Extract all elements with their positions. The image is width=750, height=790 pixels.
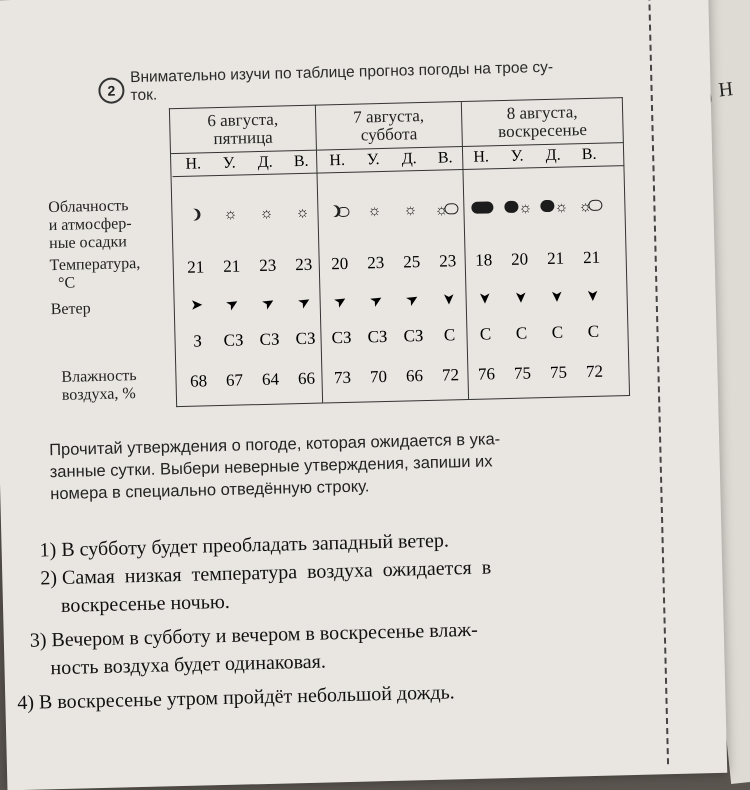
temperature-cell: 25	[402, 252, 421, 272]
wind-arrow-row	[178, 284, 678, 315]
sun-icon: ☼	[259, 205, 274, 223]
label-cloud-line-2: и атмосфер-	[48, 215, 132, 235]
sun-icon: ☼	[295, 204, 310, 222]
table-data-grid	[171, 0, 646, 596]
day-2-date: 7 августа,	[353, 105, 425, 127]
wind-cell: С	[443, 325, 456, 345]
temperature-cell: 18	[474, 250, 493, 270]
label-cloudiness	[48, 197, 132, 253]
humidity-cell: 72	[585, 361, 604, 382]
sun-icon: ☼	[367, 203, 382, 220]
humidity-cell: 68	[189, 371, 208, 391]
wind-cell: С	[479, 324, 492, 344]
humidity-cell: 66	[297, 368, 316, 389]
part-cell: У.	[366, 151, 380, 169]
statement-1: 1) В субботу будет преобладать западный ветер.	[39, 529, 450, 562]
humidity-cell: 75	[549, 362, 568, 382]
label-hum-line-1: Влажность	[61, 367, 137, 386]
temperature-cell: 21	[187, 257, 205, 277]
arrow-south-icon: ➤	[439, 292, 457, 306]
wind-cell: С	[551, 322, 564, 342]
arrow-southeast-icon: ➤	[403, 290, 423, 311]
humidity-cell: 73	[333, 367, 352, 388]
part-cell: Н.	[329, 151, 346, 170]
day-2-weekday: суббота	[360, 124, 418, 145]
instruction-line-1: Прочитай утверждения о погоде, которая ожидается в ука-	[48, 430, 501, 460]
instruction-line-2: занные сутки. Выбери неверные утверждения, запиши их	[49, 452, 493, 482]
arrow-southeast-icon: ➤	[295, 292, 315, 313]
part-cell: Н.	[185, 155, 202, 173]
day-3-weekday: воскресенье	[497, 119, 588, 142]
part-cell: Д.	[545, 146, 561, 165]
sun-cloud-icon: ☼	[428, 201, 464, 220]
sun-icon: ☼	[403, 202, 418, 219]
wind-cell: З	[193, 331, 203, 351]
part-cell: Д.	[401, 150, 417, 168]
statement-2-cont: воскресенье ночью.	[60, 590, 231, 617]
arrow-south-icon: ➤	[583, 288, 601, 302]
sun-icon: ☼	[223, 206, 238, 223]
humidity-cell: 67	[225, 370, 244, 390]
arrow-southeast-icon: ➤	[259, 293, 279, 314]
humidity-row	[180, 360, 680, 392]
temperature-cell: 20	[330, 253, 349, 274]
part-cell: У.	[222, 154, 236, 172]
wind-cell: СЗ	[403, 326, 424, 346]
humidity-cell: 66	[405, 366, 424, 386]
label-hum-line-2: воздуха, %	[61, 385, 136, 404]
moon-icon	[176, 207, 212, 226]
day-3-date: 8 августа,	[506, 102, 578, 123]
moon-cloud-icon	[320, 204, 356, 223]
part-cell: Н.	[473, 148, 490, 166]
temperature-row	[178, 246, 678, 278]
temperature-cell: 20	[510, 249, 529, 269]
label-wind: Ветер	[50, 300, 91, 319]
arrow-south-icon: ➤	[475, 291, 493, 305]
label-temperature	[49, 255, 140, 293]
part-cell: Д.	[257, 153, 273, 172]
humidity-cell: 75	[513, 363, 532, 383]
humidity-cell: 70	[369, 366, 388, 387]
part-cell: В.	[437, 149, 453, 167]
sun-cloud-icon: ☼	[572, 197, 608, 216]
part-cell: В.	[293, 152, 309, 171]
arrow-southeast-icon: ➤	[223, 294, 243, 315]
temperature-cell: 21	[546, 248, 565, 268]
statement-2: 2) Самая низкая температура воздуха ожидается в	[40, 556, 492, 590]
heading-line-1: Внимательно изучи по таблице прогноз погоды на трое су-	[129, 58, 554, 87]
temperature-cell: 23	[259, 255, 277, 276]
rain-cloud-icon	[464, 200, 500, 219]
heading-line-2: ток.	[130, 86, 158, 105]
label-temp-line-2: °С	[57, 274, 76, 292]
wind-cell: С	[515, 323, 528, 343]
part-cell: У.	[510, 147, 524, 165]
arrow-south-icon: ➤	[511, 290, 529, 304]
temperature-cell: 21	[582, 247, 601, 268]
adjacent-page-mark: Н	[717, 78, 735, 102]
cut-line	[648, 0, 669, 764]
humidity-cell: 72	[441, 365, 460, 385]
wind-cell: СЗ	[259, 329, 280, 350]
parts-row	[175, 144, 675, 174]
rain-sun-icon: ☼	[500, 199, 536, 218]
arrow-south-icon: ➤	[547, 289, 565, 303]
humidity-cell: 64	[261, 369, 280, 389]
wind-cell: СЗ	[331, 327, 352, 348]
statement-3-cont: ность воздуха будет одинаковая.	[50, 650, 327, 680]
day-1-date: 6 августа,	[207, 109, 279, 131]
temperature-cell: 23	[366, 252, 385, 273]
instruction-line-3: номера в специально отведённую строку.	[50, 477, 370, 504]
wind-cell: СЗ	[367, 326, 388, 347]
arrow-southeast-icon: ➤	[367, 291, 387, 312]
wind-cell: СЗ	[295, 328, 316, 349]
temperature-cell: 23	[295, 254, 313, 275]
statement-3: 3) Вечером в субботу и вечером в воскресенье влаж-	[29, 618, 478, 652]
wind-direction-row	[179, 320, 679, 352]
clouds-row	[176, 196, 676, 226]
label-cloud-line-3: ные осадки	[48, 233, 128, 253]
wind-cell: С	[587, 321, 600, 342]
rain-sun-icon: ☼	[536, 198, 572, 217]
label-temp-line-1: Температура,	[49, 254, 141, 275]
temperature-cell: 23	[438, 251, 457, 271]
day-1-weekday: пятница	[213, 127, 273, 149]
arrow-east-icon: ➤	[190, 297, 204, 314]
label-humidity	[61, 367, 137, 405]
wind-cell: СЗ	[223, 330, 244, 350]
statement-4: 4) В воскресенье утром пройдёт небольшой дождь.	[17, 681, 455, 715]
part-cell: В.	[581, 145, 597, 164]
temperature-cell: 21	[223, 256, 241, 276]
label-cloud-line-1: Облачность	[48, 197, 129, 217]
humidity-cell: 76	[477, 364, 496, 384]
task-number-circle: 2	[98, 77, 125, 104]
arrow-southeast-icon: ➤	[331, 291, 351, 313]
